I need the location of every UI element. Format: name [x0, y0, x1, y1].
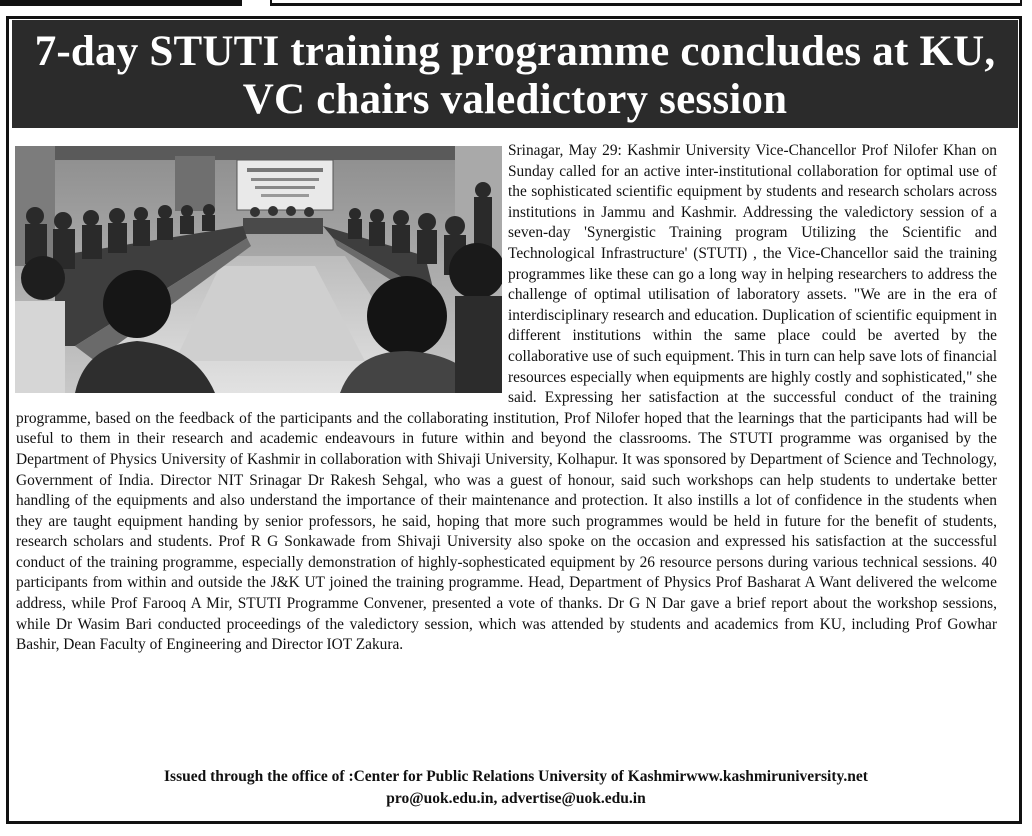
top-rule-left — [0, 0, 242, 6]
footer-credit: Issued through the office of :Center for Public Relations University of Kashmirwww.kashmiruniversity.net — [164, 768, 868, 785]
headline: 7-day STUTI training programme concludes at KU, VC chairs valedictory session — [34, 28, 996, 123]
top-rule-right — [270, 0, 1022, 6]
headline-banner — [12, 20, 1018, 128]
article-body-text: Srinagar, May 29: Kashmir University Vice-Chancellor Prof Nilofer Khan on Sunday called for an active inter-institutional collaboration for optimal use of the sophisticated scientific equipment by students and research scholars across institutions in Jammu and Kashmir. Addressing the valedictory session of a seven-day 'Synergistic Training program Utilizing the Scientific and Technological Infrastructure' (STUTI) , the Vice-Chancellor said the training programmes like these can go a long way in helping researchers to address the challenge of optimal utilisation of laboratory assets. "We are in the era of interdisciplinary research and education. Duplication of scientific equipment in different institutions within the same place could be averted by the collaborative use of such equipment. This in turn can help save lots of financial resources especially when equipments are highly costly and sophisticated," she said. Expressing her satisfaction at the successful conduct of the training programme, based on the feedback of the participants and the collaborating institution, Prof Nilofer hoped that the learnings that the participants had will be useful to them in their research and academic endeavours in future within and beyond the classrooms. The STUTI programme was organised by the Department of Physics University of Kashmir in collaboration with Shivaji University, Kolhapur. It was sponsored by Department of Science and Technology, Government of India. Director NIT Srinagar Dr Rakesh Sehgal, who was a guest of honour, said such workshops can help students to undertake better handling of the equipments and also understand the importance of their maintenance and protection. It also instills a lot of confidence in the students when they are taught equipment handing by senior professors, he said, hoping that more such programmes would be held in future for the benefit of students, research scholars and students. Prof R G Sonkawade from Shivaji University also spoke on the occasion and expressed his satisfaction at the successful conduct of the training programme, especially demonstration of highly-sophesticated equipment by 26 resource persons during various technical sessions. 40 participants from within and outside the J&K UT joined the training programme. Head, Department of Physics Prof Basharat A Want delivered the welcome address, while Prof Farooq A Mir, STUTI Programme Convener, presented a vote of thanks. Dr G N Dar gave a brief report about the workshop sessions, while Dr Wasim Bari conducted proceedings of the valedictory session, which was attended by students and academics from KU, including Prof Gowhar Bashir, Dean Faculty of Engineering and Director IOT Zakura. — [16, 142, 997, 654]
photo-spacer — [16, 141, 508, 406]
footer-emails: pro@uok.edu.in, advertise@uok.edu.in — [386, 790, 646, 807]
article-body — [16, 141, 997, 656]
footer — [16, 766, 1016, 810]
